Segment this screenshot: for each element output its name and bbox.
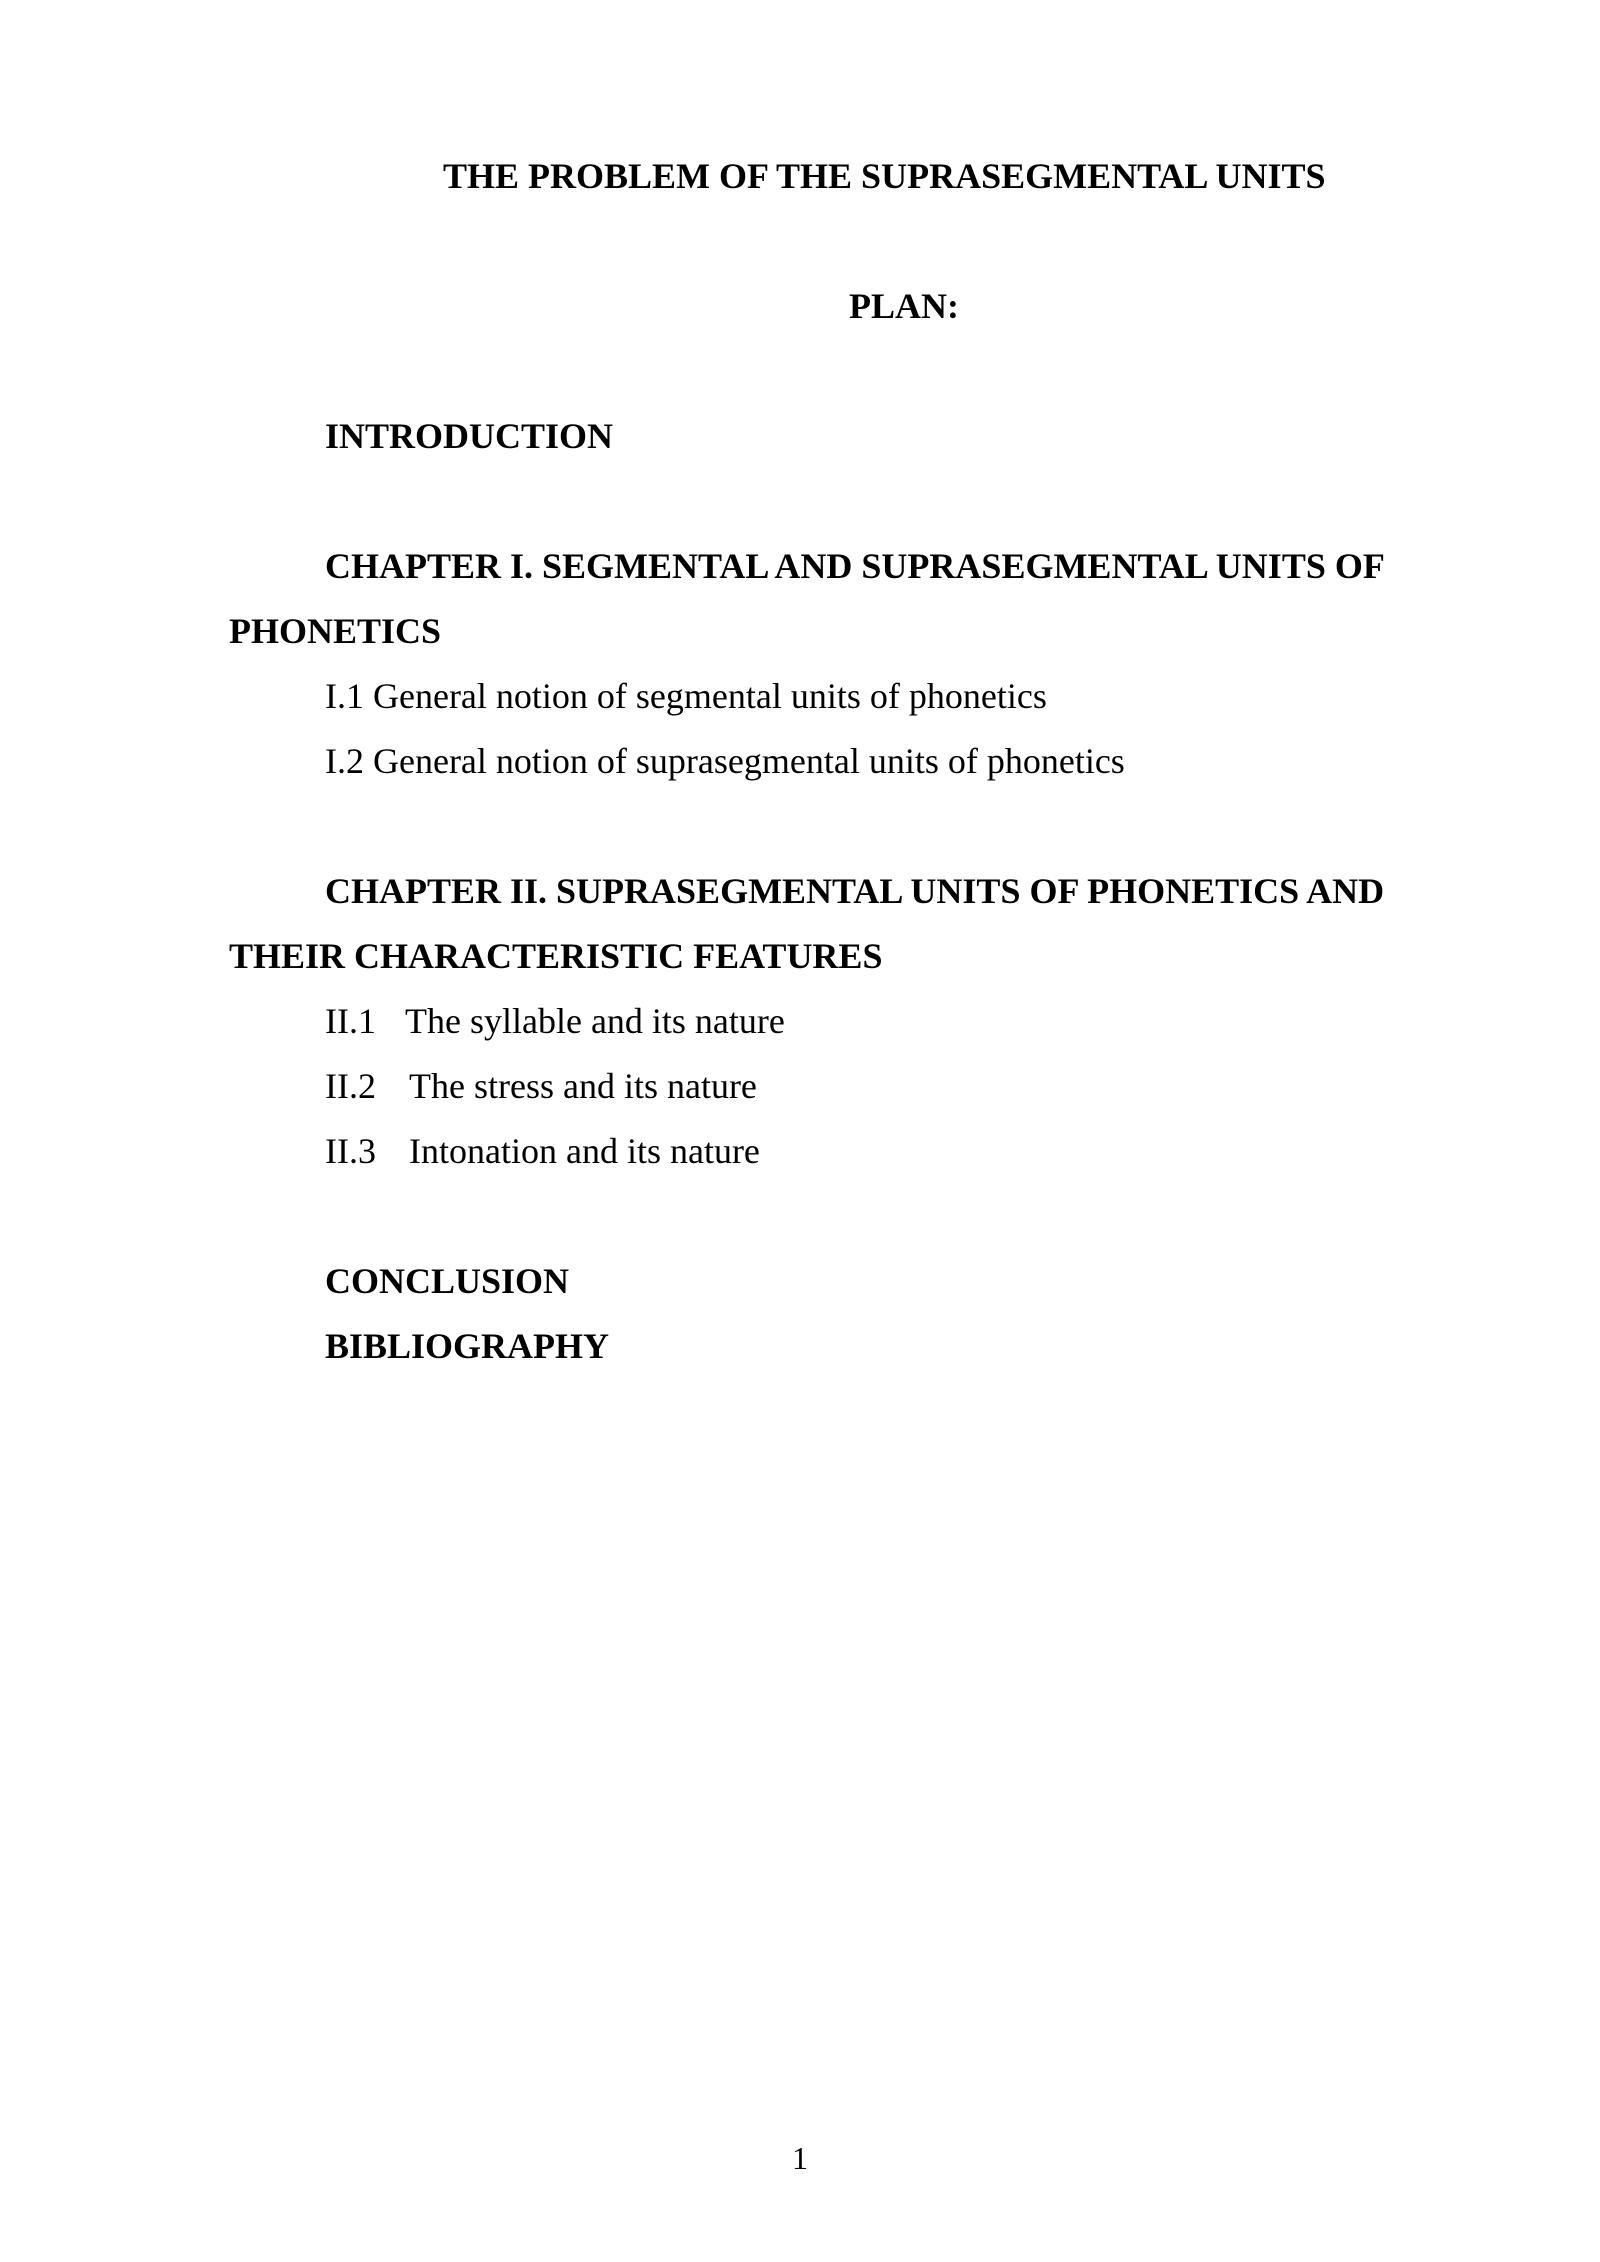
section-text: The syllable and its nature	[405, 1001, 785, 1041]
introduction-heading: INTRODUCTION	[325, 416, 614, 456]
conclusion-heading: CONCLUSION	[325, 1261, 570, 1301]
section-2-3	[325, 1133, 760, 1169]
section-1-2: I.2 General notion of suprasegmental units of phonetics	[325, 741, 1125, 781]
chapter2-heading-line1: CHAPTER II. SUPRASEGMENTAL UNITS OF PHONETICS AND	[325, 871, 1385, 911]
chapter1-heading-line1: CHAPTER I. SEGMENTAL AND SUPRASEGMENTAL UNITS OF	[325, 546, 1385, 586]
section-number: II.1	[325, 1001, 376, 1041]
section-number: II.3	[325, 1131, 376, 1171]
document-title: THE PROBLEM OF THE SUPRASEGMENTAL UNITS	[443, 156, 1326, 196]
section-1-1: I.1 General notion of segmental units of phonetics	[325, 676, 1047, 716]
section-2-2	[325, 1068, 757, 1104]
chapter1-heading-line2: PHONETICS	[229, 611, 442, 651]
plan-heading: PLAN:	[849, 286, 959, 326]
bibliography-heading: BIBLIOGRAPHY	[325, 1326, 610, 1366]
page-number: 1	[792, 2140, 808, 2176]
section-text: The stress and its nature	[409, 1066, 757, 1106]
chapter2-heading-line2: THEIR CHARACTERISTIC FEATURES	[229, 936, 883, 976]
section-text: Intonation and its nature	[409, 1131, 760, 1171]
section-2-1	[325, 1003, 785, 1039]
section-number: II.2	[325, 1066, 376, 1106]
